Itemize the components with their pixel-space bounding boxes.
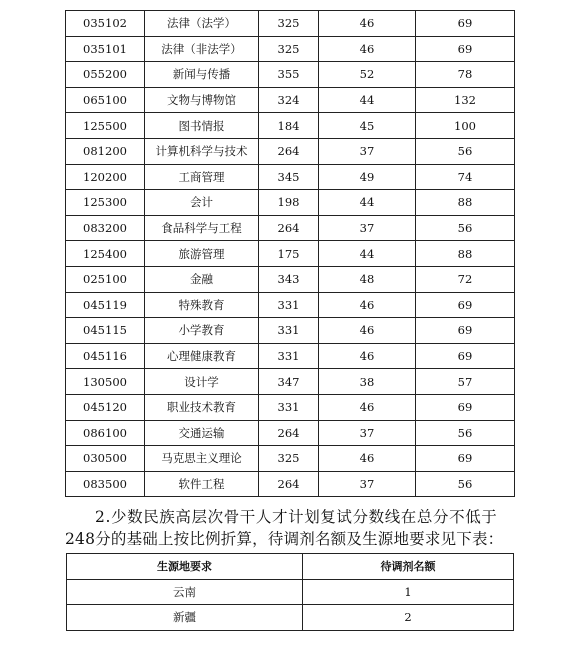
table-row xyxy=(66,446,515,472)
other-subject-score-cell: 56 xyxy=(416,471,515,497)
major-name-cell: 马克思主义理论 xyxy=(145,446,259,472)
table-row xyxy=(66,215,515,241)
total-score-cell: 184 xyxy=(259,113,319,139)
table-row xyxy=(67,605,514,631)
score-table-body xyxy=(66,11,515,497)
other-subject-score-cell: 69 xyxy=(416,394,515,420)
other-subject-score-cell: 69 xyxy=(416,11,515,37)
single-subject-score-cell: 44 xyxy=(319,87,416,113)
major-name-cell: 交通运输 xyxy=(145,420,259,446)
total-score-cell: 264 xyxy=(259,138,319,164)
total-score-cell: 325 xyxy=(259,446,319,472)
other-subject-score-cell: 56 xyxy=(416,138,515,164)
other-subject-score-cell: 132 xyxy=(416,87,515,113)
table-row xyxy=(66,138,515,164)
major-name-cell: 图书情报 xyxy=(145,113,259,139)
other-subject-score-cell: 69 xyxy=(416,36,515,62)
table-row xyxy=(67,579,514,605)
major-code-cell: 045116 xyxy=(66,343,145,369)
header-source-requirement: 生源地要求 xyxy=(67,554,303,580)
other-subject-score-cell: 69 xyxy=(416,292,515,318)
major-code-cell: 065100 xyxy=(66,87,145,113)
table-row xyxy=(66,394,515,420)
total-score-cell: 324 xyxy=(259,87,319,113)
source-table-body xyxy=(67,579,514,630)
major-code-cell: 083500 xyxy=(66,471,145,497)
total-score-cell: 264 xyxy=(259,420,319,446)
total-score-cell: 343 xyxy=(259,266,319,292)
score-table xyxy=(65,10,515,497)
table-row xyxy=(66,369,515,395)
major-code-cell: 045115 xyxy=(66,318,145,344)
single-subject-score-cell: 49 xyxy=(319,164,416,190)
major-code-cell: 125400 xyxy=(66,241,145,267)
single-subject-score-cell: 48 xyxy=(319,266,416,292)
major-code-cell: 083200 xyxy=(66,215,145,241)
paragraph-line-2: 248分的基础上按比例折算，待调剂名额及生源地要求见下表： xyxy=(65,530,504,548)
other-subject-score-cell: 69 xyxy=(416,318,515,344)
major-name-cell: 新闻与传播 xyxy=(145,62,259,88)
total-score-cell: 347 xyxy=(259,369,319,395)
major-code-cell: 045120 xyxy=(66,394,145,420)
major-name-cell: 法律（法学） xyxy=(145,11,259,37)
major-name-cell: 职业技术教育 xyxy=(145,394,259,420)
table-row xyxy=(66,241,515,267)
source-table xyxy=(66,553,514,631)
single-subject-score-cell: 44 xyxy=(319,241,416,267)
single-subject-score-cell: 37 xyxy=(319,215,416,241)
total-score-cell: 264 xyxy=(259,215,319,241)
single-subject-score-cell: 46 xyxy=(319,11,416,37)
major-name-cell: 计算机科学与技术 xyxy=(145,138,259,164)
table-row xyxy=(66,343,515,369)
table-row xyxy=(66,266,515,292)
total-score-cell: 331 xyxy=(259,292,319,318)
table-row xyxy=(66,164,515,190)
single-subject-score-cell: 46 xyxy=(319,292,416,318)
major-name-cell: 食品科学与工程 xyxy=(145,215,259,241)
other-subject-score-cell: 56 xyxy=(416,215,515,241)
single-subject-score-cell: 37 xyxy=(319,420,416,446)
other-subject-score-cell: 88 xyxy=(416,190,515,216)
major-name-cell: 小学教育 xyxy=(145,318,259,344)
major-name-cell: 会计 xyxy=(145,190,259,216)
table-row xyxy=(66,36,515,62)
major-code-cell: 125500 xyxy=(66,113,145,139)
table-row xyxy=(66,11,515,37)
major-name-cell: 旅游管理 xyxy=(145,241,259,267)
other-subject-score-cell: 100 xyxy=(416,113,515,139)
major-code-cell: 055200 xyxy=(66,62,145,88)
major-name-cell: 特殊教育 xyxy=(145,292,259,318)
total-score-cell: 331 xyxy=(259,343,319,369)
source-region-cell: 新疆 xyxy=(67,605,303,631)
table-row xyxy=(66,113,515,139)
major-code-cell: 086100 xyxy=(66,420,145,446)
major-code-cell: 120200 xyxy=(66,164,145,190)
table-row xyxy=(66,87,515,113)
table-row xyxy=(66,420,515,446)
total-score-cell: 198 xyxy=(259,190,319,216)
source-region-cell: 云南 xyxy=(67,579,303,605)
header-quota: 待调剂名额 xyxy=(303,554,514,580)
single-subject-score-cell: 46 xyxy=(319,446,416,472)
table-row xyxy=(66,62,515,88)
total-score-cell: 175 xyxy=(259,241,319,267)
total-score-cell: 331 xyxy=(259,394,319,420)
major-name-cell: 设计学 xyxy=(145,369,259,395)
total-score-cell: 325 xyxy=(259,36,319,62)
table-row xyxy=(66,318,515,344)
total-score-cell: 331 xyxy=(259,318,319,344)
other-subject-score-cell: 74 xyxy=(416,164,515,190)
table-row xyxy=(66,190,515,216)
single-subject-score-cell: 46 xyxy=(319,394,416,420)
table-row xyxy=(66,292,515,318)
major-code-cell: 081200 xyxy=(66,138,145,164)
single-subject-score-cell: 37 xyxy=(319,138,416,164)
total-score-cell: 264 xyxy=(259,471,319,497)
single-subject-score-cell: 46 xyxy=(319,36,416,62)
total-score-cell: 355 xyxy=(259,62,319,88)
other-subject-score-cell: 78 xyxy=(416,62,515,88)
source-table-header-row xyxy=(67,554,514,580)
major-name-cell: 金融 xyxy=(145,266,259,292)
other-subject-score-cell: 69 xyxy=(416,446,515,472)
major-code-cell: 025100 xyxy=(66,266,145,292)
other-subject-score-cell: 88 xyxy=(416,241,515,267)
major-name-cell: 软件工程 xyxy=(145,471,259,497)
other-subject-score-cell: 56 xyxy=(416,420,515,446)
table-row xyxy=(66,471,515,497)
major-code-cell: 030500 xyxy=(66,446,145,472)
major-name-cell: 法律（非法学） xyxy=(145,36,259,62)
single-subject-score-cell: 46 xyxy=(319,318,416,344)
other-subject-score-cell: 57 xyxy=(416,369,515,395)
quota-cell: 2 xyxy=(303,605,514,631)
single-subject-score-cell: 38 xyxy=(319,369,416,395)
major-code-cell: 035101 xyxy=(66,36,145,62)
total-score-cell: 345 xyxy=(259,164,319,190)
major-code-cell: 130500 xyxy=(66,369,145,395)
major-name-cell: 文物与博物馆 xyxy=(145,87,259,113)
major-code-cell: 045119 xyxy=(66,292,145,318)
quota-cell: 1 xyxy=(303,579,514,605)
single-subject-score-cell: 45 xyxy=(319,113,416,139)
other-subject-score-cell: 72 xyxy=(416,266,515,292)
single-subject-score-cell: 37 xyxy=(319,471,416,497)
single-subject-score-cell: 46 xyxy=(319,343,416,369)
single-subject-score-cell: 44 xyxy=(319,190,416,216)
other-subject-score-cell: 69 xyxy=(416,343,515,369)
major-name-cell: 心理健康教育 xyxy=(145,343,259,369)
major-code-cell: 125300 xyxy=(66,190,145,216)
total-score-cell: 325 xyxy=(259,11,319,37)
single-subject-score-cell: 52 xyxy=(319,62,416,88)
major-code-cell: 035102 xyxy=(66,11,145,37)
major-name-cell: 工商管理 xyxy=(145,164,259,190)
paragraph-line-1: 2.少数民族高层次骨干人才计划复试分数线在总分不低于 xyxy=(95,508,498,526)
